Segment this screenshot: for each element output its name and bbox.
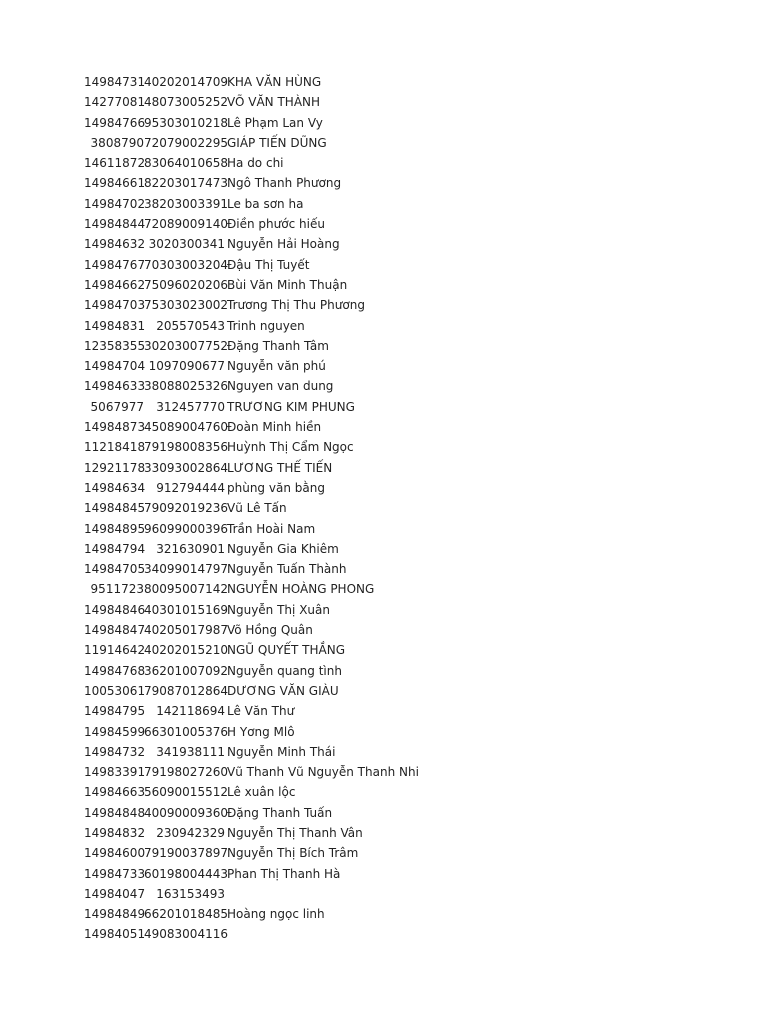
record-id: 5067977 [90,399,144,414]
record-name: Nguyễn Tuấn Thành [227,562,347,577]
record-id: 14277081 [84,95,146,110]
record-code: 912794444 [156,480,225,495]
record-row [84,113,419,133]
record-code: 60198004443 [144,866,228,881]
record-name: TRƯƠNG KIM PHUNG [227,399,355,414]
record-row [84,884,419,904]
record-name: Trương Thị Thu Phương [227,298,365,313]
record-name: phùng văn bằng [227,480,325,495]
record-name: Nguyễn văn phú [227,359,326,374]
record-list [84,72,419,945]
record-code: 40202014709 [144,75,228,89]
record-id: 14984846 [84,602,146,617]
record-id: 12921178 [84,460,146,475]
record-id: 14611872 [84,156,146,171]
record-row [84,600,419,620]
record-name: Phan Thị Thanh Hà [227,866,341,881]
record-name: Nguyễn Thị Bích Trâm [227,846,359,861]
record-code: 66201018485 [144,907,228,922]
record-row [84,823,419,843]
record-code: 205570543 [156,318,225,333]
record-id: 14984047 [84,886,146,901]
record-id: 14984832 [84,825,146,840]
record-id: 14984847 [84,623,146,638]
record-row [84,722,419,742]
record-code: 79198008356 [144,440,228,455]
record-id: 14984844 [84,217,146,232]
record-name: Huỳnh Thị Cẩm Ngọc [227,440,354,455]
record-code: 341938111 [156,744,225,759]
record-code: 30203007752 [144,338,228,353]
record-name: Trinh nguyen [227,318,305,333]
record-name: NGUYỄN HOÀNG PHONG [227,582,375,597]
record-name: Điền phước hiếu [227,217,325,232]
record-row [84,397,419,417]
record-id: 14984702 [84,196,146,211]
record-code: 75096020206 [144,277,228,292]
record-id: 14984632 [84,237,146,252]
record-code: 38088025326 [144,379,228,394]
record-name: Đoàn Minh hiền [227,420,322,435]
record-name: Nguyễn Minh Thái [227,744,336,759]
record-row [84,316,419,336]
record-row [84,376,419,396]
record-name: Đậu Thị Tuyết [227,257,310,272]
record-row [84,661,419,681]
record-id: 14984051 [84,927,146,942]
record-id: 14984845 [84,501,146,516]
record-id: 14984732 [84,744,146,759]
record-row [84,336,419,356]
record-row [84,762,419,782]
record-id: 14984767 [84,257,146,272]
record-id: 9511723 [90,582,144,597]
record-name: H Yơng Mlô [227,724,295,739]
record-id: 14983391 [84,765,146,780]
record-name: Lê Văn Thư [227,704,295,719]
record-code: 230942329 [156,825,225,840]
record-code: 45089004760 [144,420,228,435]
record-code: 79198027260 [144,765,228,780]
record-id: 14984663 [84,785,146,800]
record-code: 79092019236 [144,501,228,516]
record-code: 38203003391 [144,196,228,211]
record-name: Le ba sơn ha [227,196,304,211]
record-code: 40202015210 [144,643,228,658]
record-code: 82203017473 [144,176,228,191]
record-code: 40301015169 [144,602,228,617]
record-code: 33093002864 [144,460,228,475]
record-code: 142118694 [156,704,225,719]
record-id: 14984731 [84,75,146,89]
record-id: 14984831 [84,318,146,333]
record-name: Nguyễn quang tình [227,663,342,678]
record-row [84,904,419,924]
record-row [84,437,419,457]
record-name: Ha do chi [227,156,284,171]
record-code: 49083004116 [144,927,228,942]
record-row [84,458,419,478]
record-code: 70303003204 [144,257,228,272]
record-name: Vũ Lê Tấn [227,501,287,516]
record-row [84,356,419,376]
record-id: 14984768 [84,663,146,678]
record-row [84,234,419,254]
record-name: Đặng Thanh Tuấn [227,805,333,820]
record-id: 14984661 [84,176,146,191]
record-id: 14984848 [84,805,146,820]
record-code: 75303023002 [144,298,228,313]
record-name: VÕ VĂN THÀNH [227,95,321,110]
record-code: 95303010218 [144,115,228,130]
record-row [84,681,419,701]
record-name: NGŨ QUYẾT THẮNG [227,643,345,658]
record-row [84,803,419,823]
record-id: 14984600 [84,846,146,861]
record-row [84,92,419,112]
record-code: 80095007142 [144,582,228,597]
record-name: GIÁP TIẾN DŨNG [227,135,327,150]
record-id: 14984873 [84,420,146,435]
record-id: 14984733 [84,866,146,881]
record-row [84,924,419,944]
record-id: 14984599 [84,724,146,739]
record-name: Bùi Văn Minh Thuận [227,277,348,292]
record-name: Đặng Thanh Tâm [227,338,329,353]
record-name: Ngô Thanh Phương [227,176,342,191]
record-code: 312457770 [156,399,225,414]
record-code: 72079002295 [144,135,228,150]
record-row [84,255,419,275]
record-row [84,72,419,92]
record-id: 14984795 [84,704,146,719]
record-id: 14984794 [84,541,146,556]
record-row [84,579,419,599]
record-row [84,701,419,721]
record-code: 3020300341 [148,237,225,252]
record-row [84,173,419,193]
record-row [84,275,419,295]
record-row [84,295,419,315]
record-id: 11218418 [84,440,146,455]
record-id: 11914642 [84,643,146,658]
record-id: 14984705 [84,562,146,577]
record-id: 14984662 [84,277,146,292]
record-row [84,194,419,214]
record-row [84,133,419,153]
record-row [84,153,419,173]
record-name: Vũ Thanh Vũ Nguyễn Thanh Nhi [227,765,419,780]
record-row [84,539,419,559]
record-row [84,478,419,498]
record-id: 14984895 [84,521,146,536]
record-id: 14984766 [84,115,146,130]
record-code: 96099000396 [144,521,228,536]
record-name: Hoàng ngọc linh [227,907,325,922]
record-name: Lê xuân lộc [227,785,296,800]
record-name: Nguyễn Thị Thanh Vân [227,825,363,840]
record-code: 321630901 [156,541,225,556]
record-id: 12358355 [84,338,146,353]
record-code: 1097090677 [148,359,225,374]
record-name: Nguyễn Thị Xuân [227,602,330,617]
record-id: 14984703 [84,298,146,313]
record-name: DƯƠNG VĂN GIÀU [227,683,339,698]
record-id: 3808790 [90,135,144,150]
record-id: 14984704 [84,359,146,374]
record-row [84,640,419,660]
record-name: Nguyen van dung [227,379,334,394]
record-id: 14984634 [84,480,146,495]
record-row [84,864,419,884]
record-row [84,782,419,802]
record-name: Trần Hoài Nam [227,521,316,536]
record-name: Nguyễn Hải Hoàng [227,237,340,252]
record-code: 83064010658 [144,156,228,171]
record-code: 79087012864 [144,683,228,698]
record-name: KHA VĂN HÙNG [227,75,322,89]
record-row [84,498,419,518]
record-code: 66301005376 [144,724,228,739]
record-code: 48073005252 [144,95,228,110]
record-row [84,742,419,762]
record-id: 10053061 [84,683,146,698]
record-name: LƯƠNG THẾ TIẾN [227,460,333,475]
record-code: 40205017987 [144,623,228,638]
record-row [84,417,419,437]
record-code: 72089009140 [144,217,228,232]
record-code: 56090015512 [144,785,228,800]
record-name: Võ Hồng Quân [227,623,313,638]
record-row [84,843,419,863]
record-row [84,559,419,579]
record-code: 34099014797 [144,562,228,577]
record-name: Nguyễn Gia Khiêm [227,541,339,556]
record-id: 14984849 [84,907,146,922]
record-code: 40090009360 [144,805,228,820]
record-code: 36201007092 [144,663,228,678]
record-name: Lê Phạm Lan Vy [227,115,323,130]
record-id: 14984633 [84,379,146,394]
record-row [84,214,419,234]
record-row [84,620,419,640]
record-row [84,519,419,539]
record-code: 163153493 [156,886,225,901]
record-code: 79190037897 [144,846,228,861]
